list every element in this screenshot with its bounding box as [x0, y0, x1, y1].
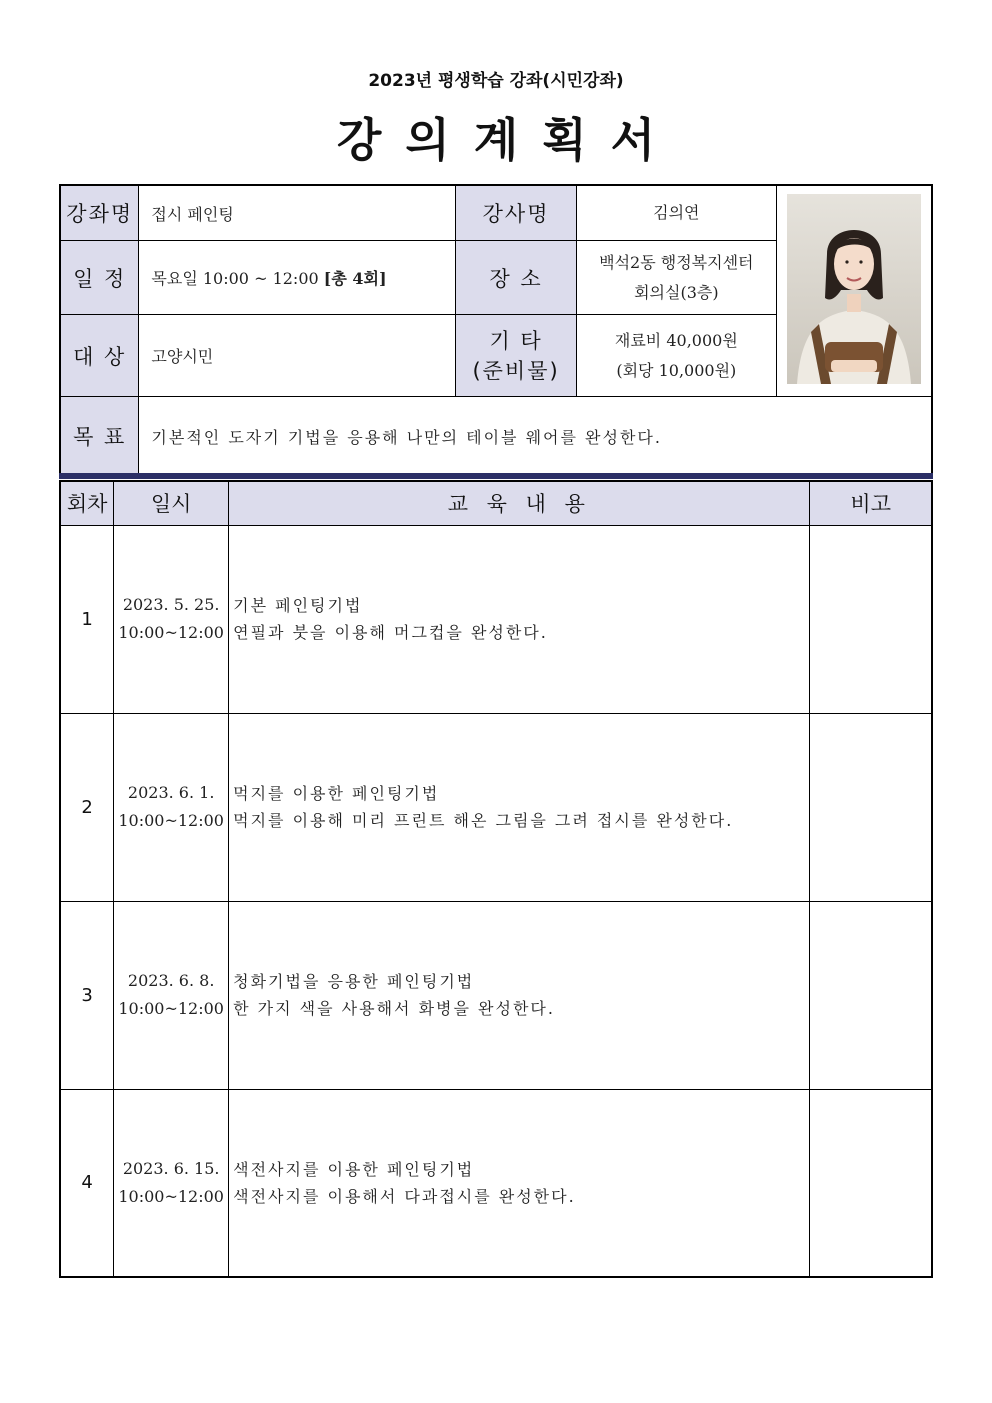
session-description: 색전사지를 이용해서 다과접시를 완성한다. [233, 1186, 576, 1206]
table-row [60, 901, 932, 1089]
session-content [229, 713, 810, 901]
table-row [60, 525, 932, 713]
schedule-label: 일 정 [60, 241, 139, 315]
session-content [229, 1089, 810, 1277]
etc-line-1: 재료비 40,000원 [614, 330, 738, 350]
session-note [810, 713, 932, 901]
session-topic: 색전사지를 이용한 페인팅기법 [233, 1159, 475, 1179]
session-date: 2023. 6. 1. [127, 783, 215, 802]
place-line-2: 회의실(3층) [634, 282, 719, 302]
goal-label: 목 표 [60, 397, 139, 477]
schedule-total: [총 4회] [323, 269, 387, 289]
session-time: 10:00~12:00 [118, 623, 224, 642]
session-topic: 기본 페인팅기법 [233, 596, 363, 615]
session-note [810, 901, 932, 1089]
header-content: 교 육 내 용 [229, 481, 810, 525]
table-row [60, 1089, 932, 1277]
session-number: 2 [60, 713, 114, 901]
document-subtitle: 2023년 평생학습 강좌(시민강좌) [368, 71, 624, 91]
etc-line-2: (회당 10,000원) [616, 360, 737, 380]
instructor-photo-cell [776, 185, 932, 397]
session-time: 10:00~12:00 [118, 1186, 224, 1206]
table-row [60, 713, 932, 901]
schedule-value [139, 241, 456, 315]
session-datetime [114, 525, 229, 713]
place-value [576, 241, 776, 315]
etc-label-line-1: 기 타 [489, 328, 543, 353]
etc-value [576, 315, 776, 397]
etc-label [456, 315, 576, 397]
place-line-1: 백석2동 행정복지센터 [599, 252, 754, 272]
etc-label-line-2: (준비물) [472, 358, 560, 383]
session-number: 3 [60, 901, 114, 1089]
goal-value: 기본적인 도자기 기법을 응용해 나만의 테이블 웨어를 완성한다. [139, 397, 932, 477]
session-topic: 청화기법을 응용한 페인팅기법 [233, 972, 475, 991]
session-datetime [114, 1089, 229, 1277]
session-schedule-table [59, 480, 933, 1278]
session-description: 한 가지 색을 사용해서 화병을 완성한다. [233, 999, 555, 1018]
session-datetime [114, 713, 229, 901]
session-date: 2023. 5. 25. [122, 595, 220, 614]
target-label: 대 상 [60, 315, 139, 397]
session-description: 연필과 붓을 이용해 머그컵을 완성한다. [233, 623, 548, 642]
session-time: 10:00~12:00 [118, 999, 224, 1018]
document-title: 강의계획서 [336, 113, 680, 167]
header-session: 회차 [60, 481, 114, 525]
session-date: 2023. 6. 15. [122, 1158, 220, 1178]
course-info-table [59, 184, 933, 478]
session-time: 10:00~12:00 [118, 811, 224, 830]
session-number: 1 [60, 525, 114, 713]
course-name-label: 강좌명 [60, 185, 139, 241]
session-description: 먹지를 이용해 미리 프린트 해온 그림을 그려 접시를 완성한다. [233, 811, 734, 830]
session-note [810, 1089, 932, 1277]
session-number: 4 [60, 1089, 114, 1277]
schedule-time: 목요일 10:00 ~ 12:00 [151, 269, 319, 289]
section-divider [59, 473, 933, 479]
session-topic: 먹지를 이용한 페인팅기법 [233, 784, 440, 803]
session-content [229, 525, 810, 713]
instructor-photo [787, 194, 921, 384]
session-datetime [114, 901, 229, 1089]
session-content [229, 901, 810, 1089]
session-note [810, 525, 932, 713]
header-note: 비고 [810, 481, 932, 525]
instructor-value: 김의연 [576, 185, 776, 241]
instructor-label: 강사명 [456, 185, 576, 241]
course-name-value: 접시 페인팅 [139, 185, 456, 241]
session-date: 2023. 6. 8. [127, 971, 215, 990]
target-value: 고양시민 [139, 315, 456, 397]
header-date: 일시 [114, 481, 229, 525]
place-label: 장 소 [456, 241, 576, 315]
